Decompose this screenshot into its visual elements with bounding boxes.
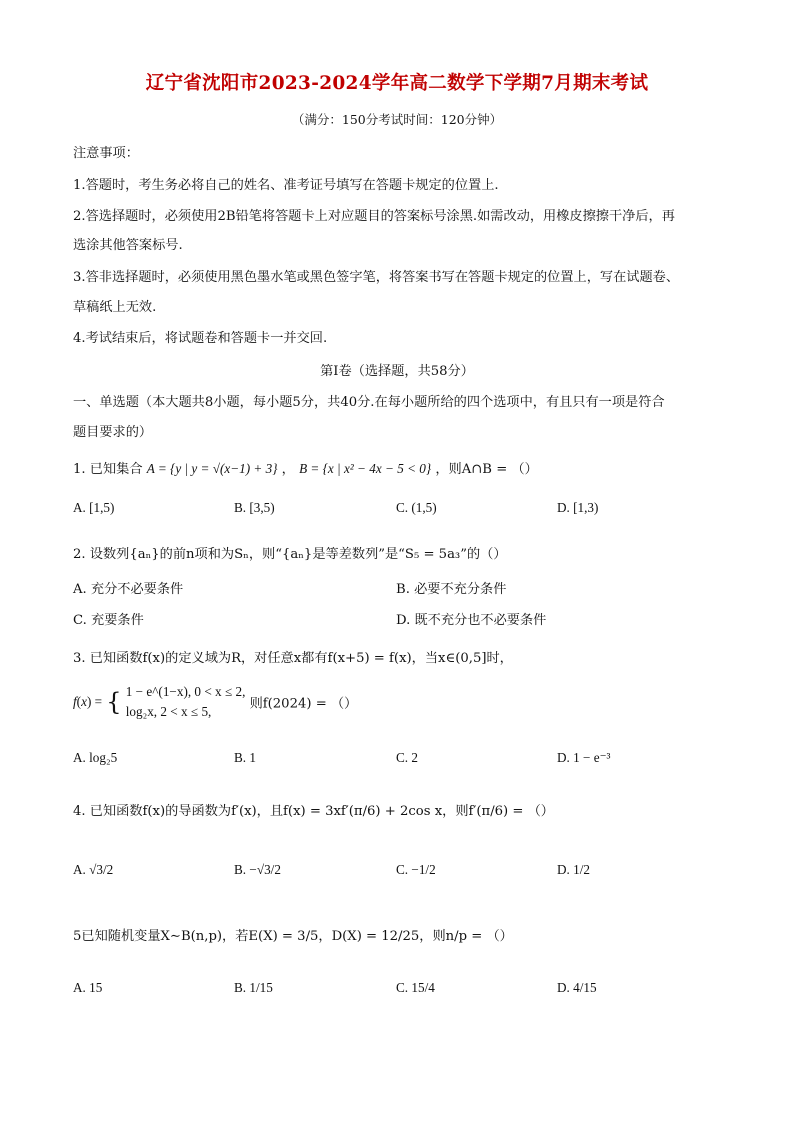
q2-option-b: B. 必要不充分条件	[396, 582, 507, 597]
q4-option-c: C. −1/2	[396, 862, 436, 877]
notice-item-3: 3.答非选择题时，必须使用黑色墨水笔或黑色签字笔，将答案书写在答题卡规定的位置上，写在试题卷、	[73, 270, 680, 285]
q4-option-d: D. 1/2	[557, 862, 590, 877]
notice-heading: 注意事项：	[73, 146, 139, 161]
q1-option-c: C. (1,5)	[396, 500, 437, 515]
q5-option-d: D. 4/15	[557, 980, 597, 995]
q3-option-c: C. 2	[396, 750, 418, 765]
notice-item-2-cont: 选涂其他答案标号.	[73, 238, 183, 253]
q3-piece-2: log₂x, 2 < x ≤ 5,	[125, 703, 212, 719]
q1-separator: ，	[281, 462, 295, 477]
piecewise-brace: {	[106, 687, 122, 716]
q1-set-a: A = {y | y = √(x−1) + 3}	[146, 461, 278, 476]
q1-option-b: B. [3,5)	[234, 500, 275, 515]
exam-title: 辽宁省沈阳市2023-2024学年高二数学下学期7月期末考试	[145, 73, 649, 94]
question-4-stem: 4. 已知函数f(x)的导函数为f′(x)，且f(x) = 3xf′(π/6) + 2cos x，则f′(π/6) = （）	[73, 804, 554, 819]
exam-subtitle: （满分：150分考试时间：120分钟）	[291, 112, 503, 127]
q1-suffix: ，则A∩B = （）	[435, 462, 538, 477]
q5-option-c: C. 15/4	[396, 980, 435, 995]
q2-option-d: D. 既不充分也不必要条件	[396, 613, 547, 628]
section-intro-line2: 题目要求的）	[73, 425, 153, 440]
question-1-stem	[73, 458, 538, 477]
q1-set-b: B = {x | x² − 4x − 5 < 0}	[299, 461, 432, 476]
notice-item-4: 4.考试结束后，将试题卷和答题卡一并交回.	[73, 331, 328, 346]
q5-option-a: A. 15	[73, 980, 103, 995]
q3-option-d: D. 1 − e⁻³	[557, 750, 611, 765]
part1-heading: 第Ⅰ卷（选择题，共58分）	[320, 364, 474, 379]
q3-option-a: A. log₂5	[73, 750, 118, 765]
q3-ask: 则f(2024) = （）	[249, 696, 358, 712]
question-3-piecewise: f(x) = { 1 − e^(1−x), 0 < x ≤ 2, log₂x, 2 < x ≤ 5, 则f(2024) = （）	[73, 682, 357, 722]
question-5-stem: 5已知随机变量X∼B(n,p)，若E(X) = 3/5，D(X) = 12/25，则n/p = （）	[73, 929, 513, 944]
notice-item-1: 1.答题时，考生务必将自己的姓名、准考证号填写在答题卡规定的位置上.	[73, 178, 499, 193]
q1-option-a: A. [1,5)	[73, 500, 115, 515]
q4-option-b: B. −√3/2	[234, 862, 281, 877]
notice-item-3-cont: 草稿纸上无效.	[73, 300, 157, 315]
question-3-stem: 3. 已知函数f(x)的定义域为R，对任意x都有f(x+5) = f(x)，当x∈(0,5]时，	[73, 651, 513, 666]
q4-option-a: A. √3/2	[73, 862, 114, 877]
notice-item-2: 2.答选择题时，必须使用2B铅笔将答题卡上对应题目的答案标号涂黑.如需改动，用橡皮擦擦干净后，再	[73, 209, 675, 224]
question-2-stem: 2. 设数列{aₙ}的前n项和为Sₙ，则“{aₙ}是等差数列”是“S₅ = 5a₃”的（）	[73, 547, 507, 562]
q3-piece-1: 1 − e^(1−x), 0 < x ≤ 2,	[125, 684, 246, 699]
q2-option-a: A. 充分不必要条件	[73, 582, 184, 597]
section-intro-line1: 一、单选题（本大题共8小题，每小题5分，共40分.在每小题所给的四个选项中，有且只有一项是符合	[73, 395, 665, 410]
q1-option-d: D. [1,3)	[557, 500, 599, 515]
q5-option-b: B. 1/15	[234, 980, 273, 995]
q2-option-c: C. 充要条件	[73, 613, 144, 628]
q1-prefix: 1. 已知集合	[73, 462, 143, 477]
q3-option-b: B. 1	[234, 750, 256, 765]
